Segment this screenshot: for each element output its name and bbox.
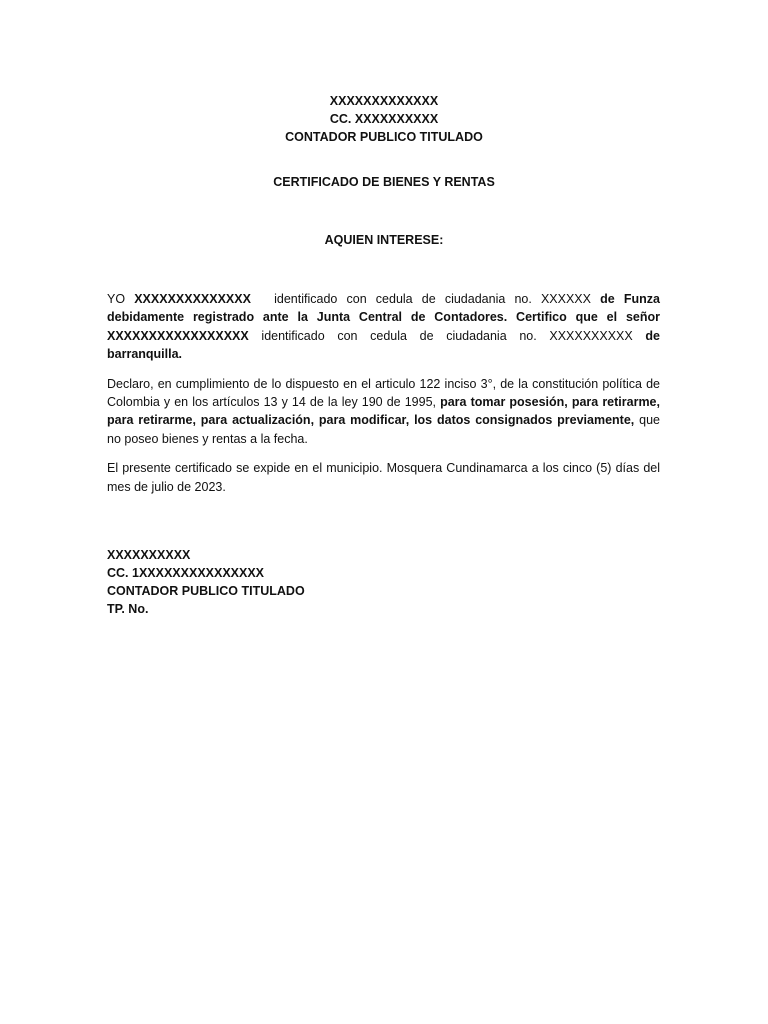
declarant-id-text: identificado con cedula de ciudadania no. XXXXXX [274, 292, 591, 306]
signer-name: XXXXXXXXXX [107, 548, 191, 562]
declaration-conclusion-text: que no poseo bienes y rentas a la fecha. [107, 413, 661, 446]
issuer-cc: CC. XXXXXXXXXX [329, 112, 439, 126]
declarant-name: XXXXXXXXXXXXXX [134, 292, 251, 306]
declaration-legal-text: Declaro, en cumplimiento de lo dispuesto en el articulo 122 inciso 3°, de la constitución política de Colombia y en los artículos 13 y 14 de la ley 190 de 1995, [107, 376, 660, 410]
issuer-name: XXXXXXXXXXXXX [329, 94, 439, 108]
signer-cc: CC. 1XXXXXXXXXXXXXXX [107, 566, 265, 580]
declaration-purpose-text: para tomar posesión, para retirarme, para retirarme, para actualización, para modificar, los datos consignados previamente, [107, 395, 660, 428]
yo-label: YO [107, 292, 126, 306]
paragraph-identification [107, 290, 660, 364]
paragraph-issuance: El presente certificado se expide en el municipio. Mosquera Cundinamarca a los cinco (5) días del mes de julio de 2023. [107, 461, 660, 494]
declarant-registration-text: de Funza debidamente registrado ante la Junta Central de Contadores. Certifico que el señor [107, 292, 660, 325]
issuer-role: CONTADOR PUBLICO TITULADO [285, 130, 483, 144]
issuer-header [0, 92, 768, 146]
subject-city-text: de barranquilla. [107, 328, 660, 362]
certificate-title: CERTIFICADO DE BIENES Y RENTAS [273, 175, 495, 189]
subject-name: XXXXXXXXXXXXXXXXX [107, 328, 249, 343]
signature-block [107, 546, 507, 618]
certificate-body [107, 290, 660, 507]
paragraph-declaration [107, 375, 660, 449]
addressee: AQUIEN INTERESE: [324, 233, 444, 247]
signer-role: CONTADOR PUBLICO TITULADO [107, 584, 305, 598]
subject-id-text: identificado con cedula de ciudadania no. XXXXXXXXXX [261, 328, 633, 343]
signer-tp: TP. No. [107, 602, 149, 616]
